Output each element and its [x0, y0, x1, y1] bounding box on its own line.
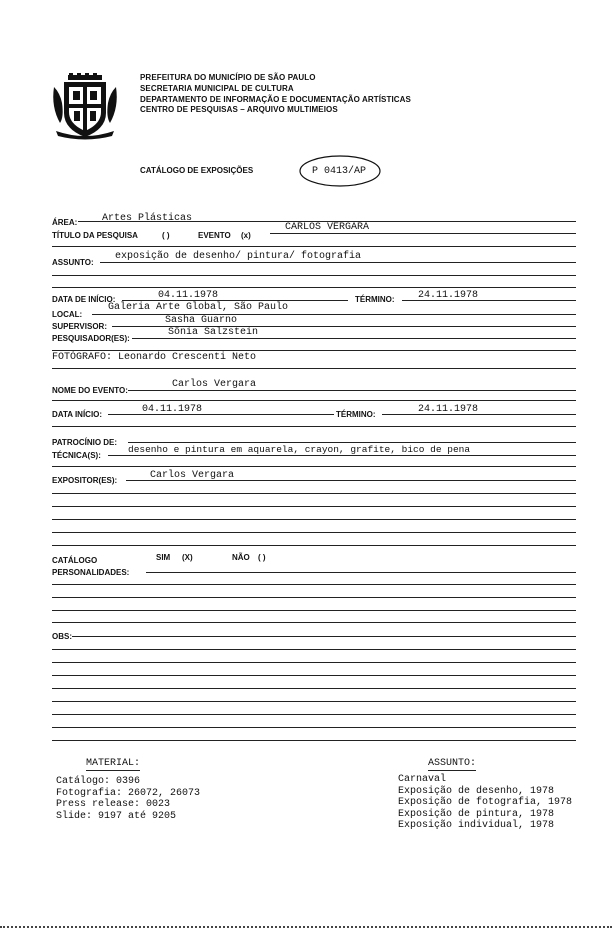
area-value: Artes Plásticas — [102, 213, 193, 224]
material-item: Fotografia: 26072, 26073 — [56, 787, 201, 799]
material-item: Press release: 0023 — [56, 799, 171, 810]
catalogo-sim-label: SIM — [156, 553, 171, 562]
catalogo-nao-label: NÃO — [232, 553, 250, 562]
assunto-value: exposição de desenho/ pintura/ fotografia — [115, 251, 362, 262]
termino2-value: 24.11.1978 — [418, 404, 479, 415]
material-list — [56, 776, 200, 822]
titulo-checkbox: ( ) — [162, 231, 170, 240]
personalidades-label: PERSONALIDADES: — [52, 568, 130, 577]
material-heading: MATERIAL: — [86, 758, 141, 769]
expositores-label: EXPOSITOR(ES): — [52, 476, 118, 485]
evento-checkbox: (x) — [241, 231, 251, 240]
catalogo-label: CATÁLOGO — [52, 556, 98, 565]
titulo-label: TÍTULO DA PESQUISA — [52, 231, 138, 240]
data-inicio2-label: DATA INÍCIO: — [52, 410, 103, 419]
catalogo-sim-mark: (X) — [182, 553, 193, 562]
pesquisadores-value: Sônia Salzstein — [168, 327, 259, 338]
evento-label: EVENTO — [198, 231, 231, 240]
patrocinio-label: PATROCÍNIO DE: — [52, 438, 118, 447]
assunto-index-heading: ASSUNTO: — [428, 758, 477, 769]
material-item: Catálogo: 0396 — [56, 776, 141, 787]
catalogo-nao-mark: ( ) — [258, 553, 266, 562]
catalog-title: CATÁLOGO DE EXPOSIÇÕES — [140, 166, 254, 175]
expositores-value: Carlos Vergara — [150, 470, 235, 481]
termino-value: 24.11.1978 — [418, 290, 479, 301]
header-line-4: CENTRO DE PESQUISAS – ARQUIVO MULTIMEIOS — [140, 105, 338, 115]
assunto-label: ASSUNTO: — [52, 258, 94, 267]
assunto-item: Exposição de pintura, 1978 — [398, 808, 555, 820]
termino2-label: TÉRMINO: — [336, 410, 376, 419]
data-inicio-label: DATA DE INÍCIO: — [52, 295, 116, 304]
area-label: ÁREA: — [52, 218, 78, 227]
fotografo-note: FOTÓGRAFO: Leonardo Crescenti Neto — [52, 352, 257, 363]
scan-edge — [0, 926, 612, 928]
pesquisadores-label: PESQUISADOR(ES): — [52, 334, 130, 343]
local-value: Galeria Arte Global, São Paulo — [108, 302, 289, 313]
material-item: Slide: 9197 até 9205 — [56, 810, 177, 822]
assunto-item: Exposição de desenho, 1978 — [398, 785, 555, 797]
assunto-item: Exposição individual, 1978 — [398, 820, 555, 831]
supervisor-label: SUPERVISOR: — [52, 322, 107, 331]
tecnicas-label: TÉCNICA(S): — [52, 451, 101, 460]
catalog-code: P 0413/AP — [312, 166, 367, 177]
obs-label: OBS: — [52, 632, 72, 641]
data-inicio2-value: 04.11.1978 — [142, 404, 203, 415]
header-line-3: DEPARTAMENTO DE INFORMAÇÃO E DOCUMENTAÇÃO ARTÍSTICAS — [140, 94, 411, 104]
assunto-item: Exposição de fotografia, 1978 — [398, 797, 573, 808]
data-inicio-value: 04.11.1978 — [158, 290, 219, 301]
termino-label: TÉRMINO: — [355, 295, 395, 304]
municipal-coat-of-arms — [50, 73, 120, 141]
supervisor-value: Sasha Guarno — [165, 315, 238, 326]
nome-evento-label: NOME DO EVENTO: — [52, 386, 128, 395]
assunto-item: Carnaval — [398, 774, 447, 785]
titulo-value: CARLOS VERGARA — [285, 222, 370, 233]
local-label: LOCAL: — [52, 310, 83, 319]
assunto-index-list — [398, 774, 572, 832]
nome-evento-value: Carlos Vergara — [172, 379, 257, 390]
header-line-2: SECRETARIA MUNICIPAL DE CULTURA — [140, 83, 294, 93]
header-line-1: PREFEITURA DO MUNICÍPIO DE SÃO PAULO — [140, 73, 316, 82]
tecnicas-value: desenho e pintura em aquarela, crayon, grafite, bico de pena — [128, 444, 471, 455]
institution-header — [140, 73, 411, 116]
